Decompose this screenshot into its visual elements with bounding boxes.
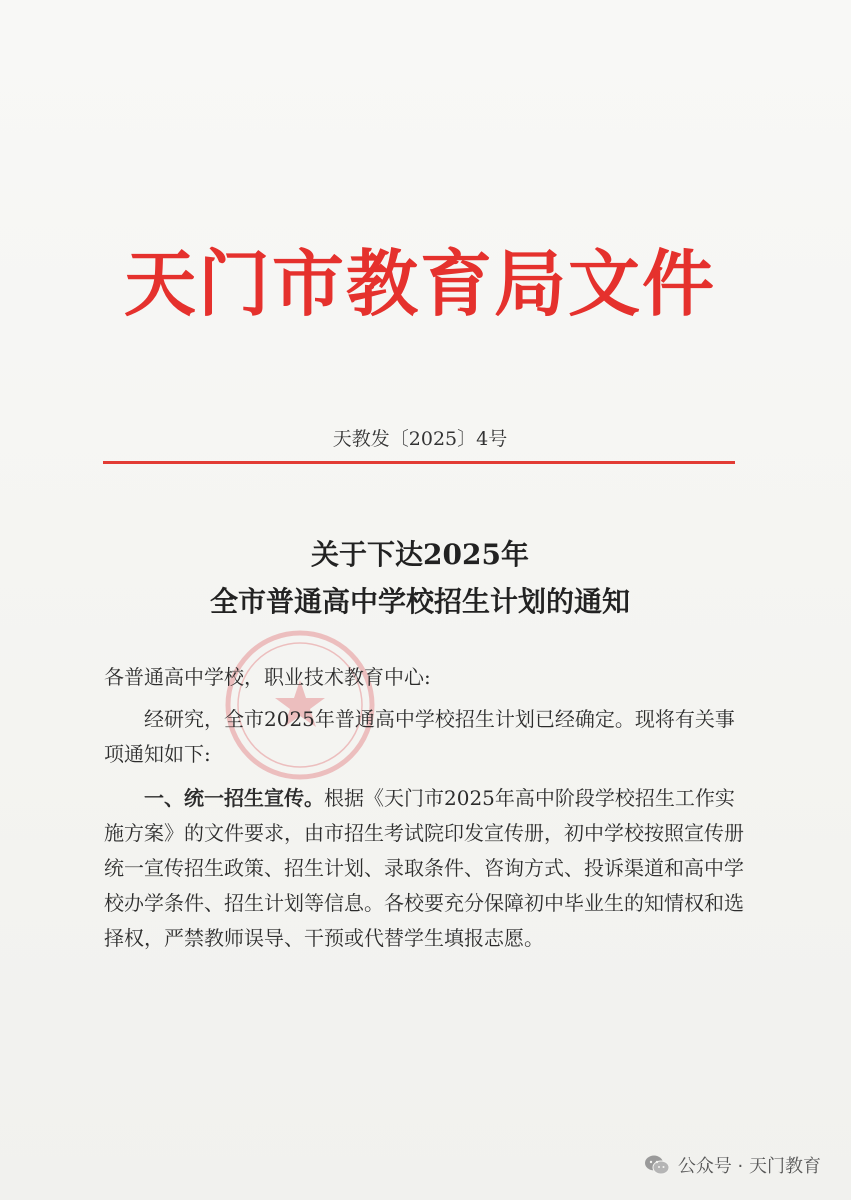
section-1-text: 根据《天门市2025年高中阶段学校招生工作实施方案》的文件要求，由市招生考试院印发宣传册，初中学校按照宣传册统一宣传招生政策、招生计划、录取条件、咨询方式、投诉渠道和高中学校办学条件、招生计划等信息。各校要充分保障初中毕业生的知情权和选择权，严禁教师误导、干预或代替学生填报志愿。 — [104, 786, 744, 950]
watermark — [644, 1152, 821, 1178]
notice-title-line2: 全市普通高中学校招生计划的通知 — [209, 585, 630, 618]
header-red-rule — [103, 461, 735, 464]
document-number: 天教发〔2025〕4号 — [332, 428, 508, 450]
paragraph-intro: 经研究，全市2025年普通高中学校招生计划已经确定。现将有关事项通知如下: — [104, 707, 735, 766]
wechat-icon — [644, 1154, 670, 1176]
paragraph-section-1 — [104, 781, 744, 956]
section-1-heading: 一、统一招生宣传。 — [144, 786, 324, 810]
watermark-text: 公众号 · 天门教育 — [677, 1156, 821, 1177]
salutation: 各普通高中学校，职业技术教育中心: — [104, 665, 431, 689]
notice-title-line1: 关于下达2025年 — [311, 538, 529, 571]
document-header-title: 天门市教育局文件 — [123, 241, 716, 326]
